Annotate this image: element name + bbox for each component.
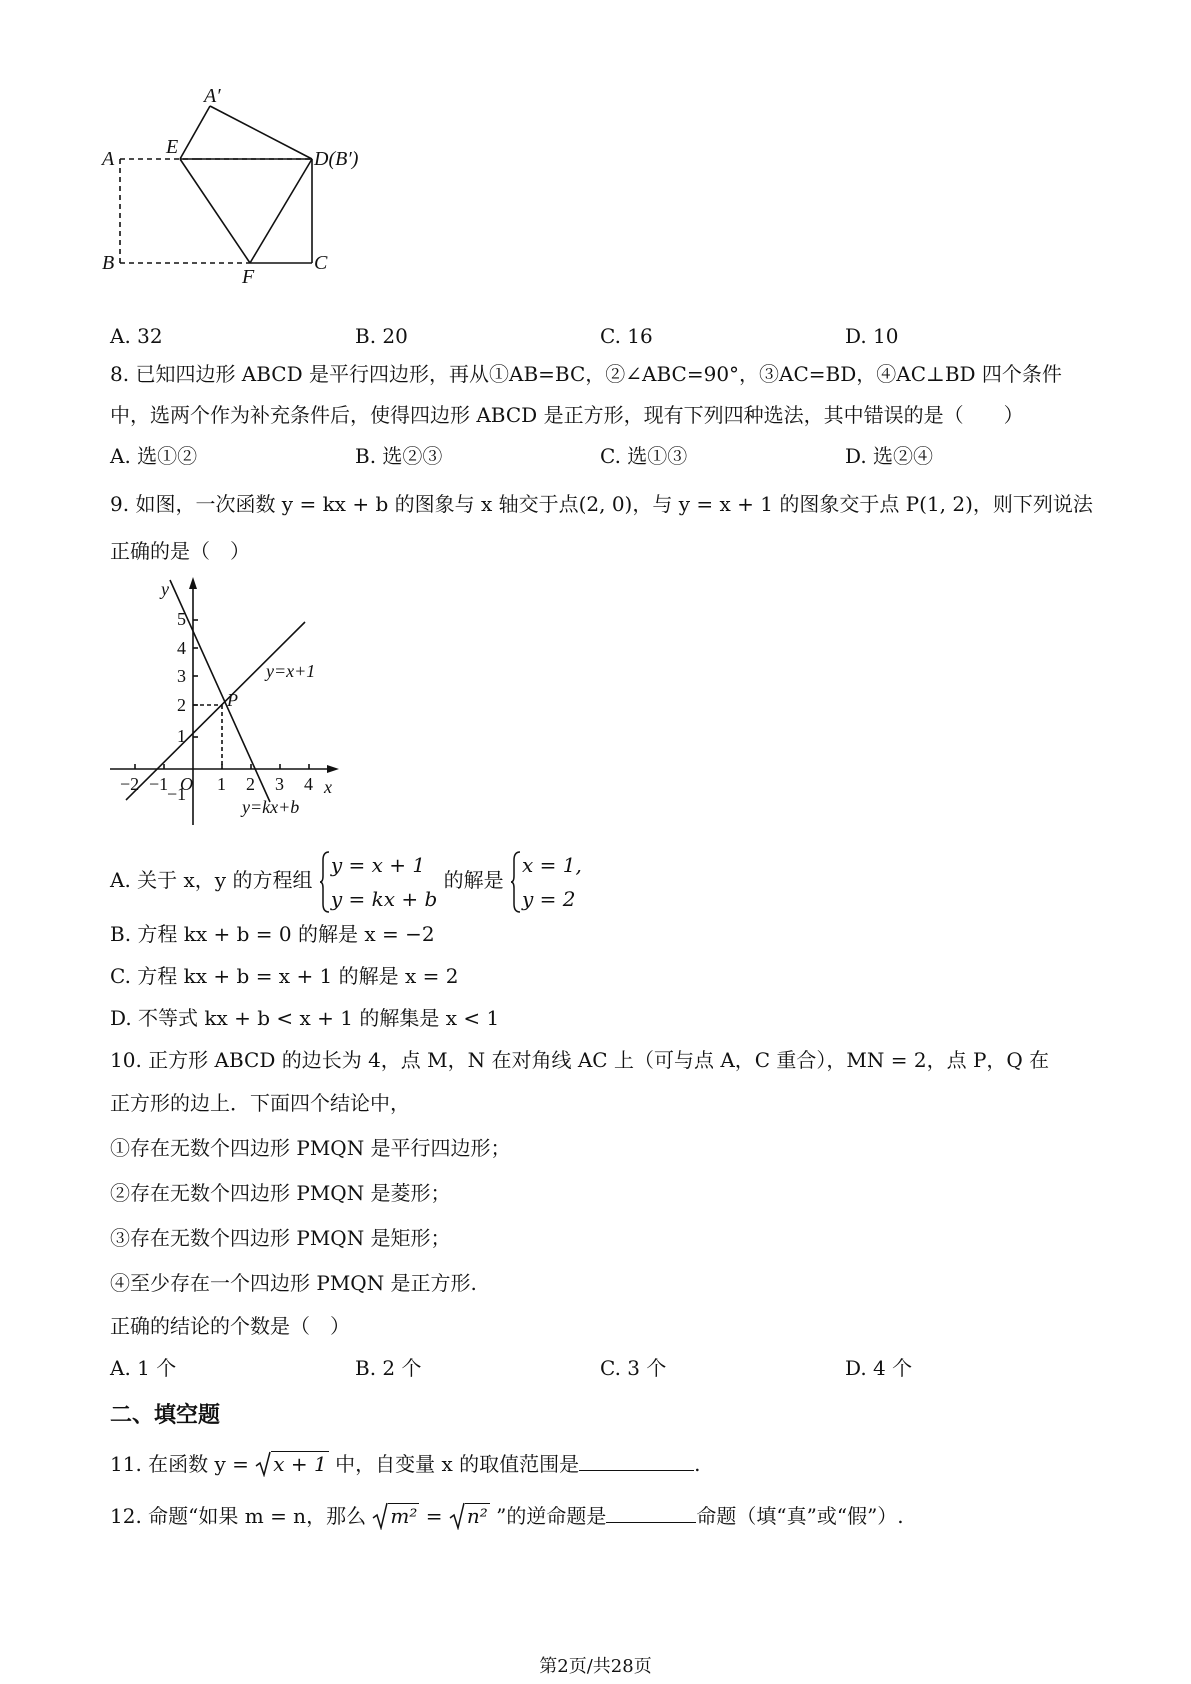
q8-option-a[interactable]: A. 选①② xyxy=(110,444,198,468)
label-a-prime: A′ xyxy=(204,85,221,107)
q10-statement-2: ②存在无数个四边形 PMQN 是菱形； xyxy=(110,1181,451,1205)
q10-statement-1: ①存在无数个四边形 PMQN 是平行四边形； xyxy=(110,1136,511,1160)
q7-option-b[interactable]: B. 20 xyxy=(355,324,408,348)
x-tick-3: 3 xyxy=(275,774,284,794)
q7-option-d[interactable]: D. 10 xyxy=(845,324,899,348)
page-footer: 第2页/共28页 xyxy=(539,1656,652,1677)
q12-suffix: 命题（填“真”或“假”）. xyxy=(696,1504,904,1528)
q9-option-c[interactable]: C. 方程 kx + b = x + 1 的解是 x = 2 xyxy=(110,964,459,988)
left-brace-icon xyxy=(319,850,331,914)
q9-stem-line1: 9. 如图，一次函数 y = kx + b 的图象与 x 轴交于点(2, 0)，与 y = x + 1 的图象交于点 P(1, 2)，则下列说法 xyxy=(110,492,1093,516)
y-tick-2: 2 xyxy=(177,695,186,715)
q10-stem-line1: 10. 正方形 ABCD 的边长为 4，点 M，N 在对角线 AC 上（可与点 A，C 重合），MN = 2，点 P，Q 在 xyxy=(110,1048,1050,1072)
q8-stem-line2: 中，选两个作为补充条件后，使得四边形 ABCD 是正方形，现有下列四种选法，其中错误的是（ ） xyxy=(110,403,1024,427)
q9-option-b[interactable]: B. 方程 kx + b = 0 的解是 x = −2 xyxy=(110,922,435,946)
label-f: F xyxy=(242,266,255,288)
label-a: A xyxy=(102,148,115,170)
q12-middle: ”的逆命题是 xyxy=(489,1504,607,1528)
q10-option-b[interactable]: B. 2 个 xyxy=(355,1356,422,1380)
label-e: E xyxy=(166,136,179,158)
x-tick-1: 1 xyxy=(217,774,226,794)
label-c: C xyxy=(314,252,328,274)
sqrt-icon xyxy=(449,1502,465,1530)
q10-statement-3: ③存在无数个四边形 PMQN 是矩形； xyxy=(110,1226,451,1250)
q9-system-1 xyxy=(319,848,437,916)
q11-prefix: 11. 在函数 y = xyxy=(110,1452,256,1476)
x-tick-2: 2 xyxy=(246,774,255,794)
q10-option-a[interactable]: A. 1 个 xyxy=(110,1356,177,1380)
q12-radicand-1: m² xyxy=(390,1504,418,1528)
line1-label: y=x+1 xyxy=(266,661,316,681)
q10-statement-4: ④至少存在一个四边形 PMQN 是正方形. xyxy=(110,1271,477,1295)
q9-system-2-eq1: x = 1, xyxy=(521,852,582,877)
y-axis-label: y xyxy=(161,579,169,599)
q10-question: 正确的结论的个数是（ ） xyxy=(110,1314,350,1338)
q10-option-d[interactable]: D. 4 个 xyxy=(845,1356,913,1380)
section-heading-fill-blank: 二、填空题 xyxy=(110,1403,221,1428)
q8-stem-line1: 8. 已知四边形 ABCD 是平行四边形，再从①AB=BC，②∠ABC=90°，③AC=BD，④AC⊥BD 四个条件 xyxy=(110,362,1062,386)
left-brace-icon xyxy=(510,850,522,914)
q9-system-1-eq2: y = kx + b xyxy=(330,886,438,911)
rectangle-fold-figure xyxy=(100,85,390,300)
q10-stem-line2: 正方形的边上．下面四个结论中， xyxy=(110,1091,410,1115)
q11-end: . xyxy=(694,1452,701,1476)
q12 xyxy=(110,1502,904,1530)
y-tick-3: 3 xyxy=(177,666,186,686)
q9-system-1-eq1: y = x + 1 xyxy=(330,852,426,877)
q12-prefix: 12. 命题“如果 m = n，那么 xyxy=(110,1504,373,1528)
q7-option-a[interactable]: A. 32 xyxy=(110,324,163,348)
q11-answer-blank[interactable] xyxy=(579,1450,694,1471)
x-tick-4: 4 xyxy=(304,774,313,794)
q12-radicand-2: n² xyxy=(466,1504,488,1528)
q9-option-a[interactable] xyxy=(110,846,582,916)
q10-option-c[interactable]: C. 3 个 xyxy=(600,1356,667,1380)
x-tick-neg2: −2 xyxy=(120,774,140,794)
label-d: D(B′) xyxy=(314,148,359,170)
q12-answer-blank[interactable] xyxy=(606,1502,696,1523)
sqrt-icon xyxy=(255,1451,271,1477)
q12-equals: = xyxy=(419,1504,449,1528)
q8-option-b[interactable]: B. 选②③ xyxy=(355,444,443,468)
q9-option-a-mid: 的解是 xyxy=(443,868,504,892)
function-graph xyxy=(105,575,345,830)
x-axis-label: x xyxy=(324,777,332,797)
q9-option-a-prefix: A. 关于 x，y 的方程组 xyxy=(110,868,313,892)
q11-radicand: x + 1 xyxy=(273,1452,327,1476)
q8-option-d[interactable]: D. 选②④ xyxy=(845,444,934,468)
q8-option-c[interactable]: C. 选①③ xyxy=(600,444,688,468)
y-tick-neg1: −1 xyxy=(167,784,187,804)
q11 xyxy=(110,1450,701,1478)
q9-stem-line2: 正确的是（ ） xyxy=(110,539,250,563)
line2-label: y=kx+b xyxy=(242,797,300,817)
label-b: B xyxy=(102,252,115,274)
y-tick-4: 4 xyxy=(177,638,186,658)
y-tick-1: 1 xyxy=(177,726,186,746)
origin-label: O xyxy=(180,774,193,794)
point-p-label: P xyxy=(227,690,238,710)
q9-option-d[interactable]: D. 不等式 kx + b < x + 1 的解集是 x < 1 xyxy=(110,1006,500,1030)
x-tick-neg1: −1 xyxy=(149,774,169,794)
sqrt-icon xyxy=(372,1502,388,1530)
q11-suffix: 中，自变量 x 的取值范围是 xyxy=(328,1452,580,1476)
q9-system-2-eq2: y = 2 xyxy=(521,886,576,911)
q7-option-c[interactable]: C. 16 xyxy=(600,324,653,348)
y-tick-5: 5 xyxy=(177,609,186,629)
q9-system-2 xyxy=(510,848,582,916)
